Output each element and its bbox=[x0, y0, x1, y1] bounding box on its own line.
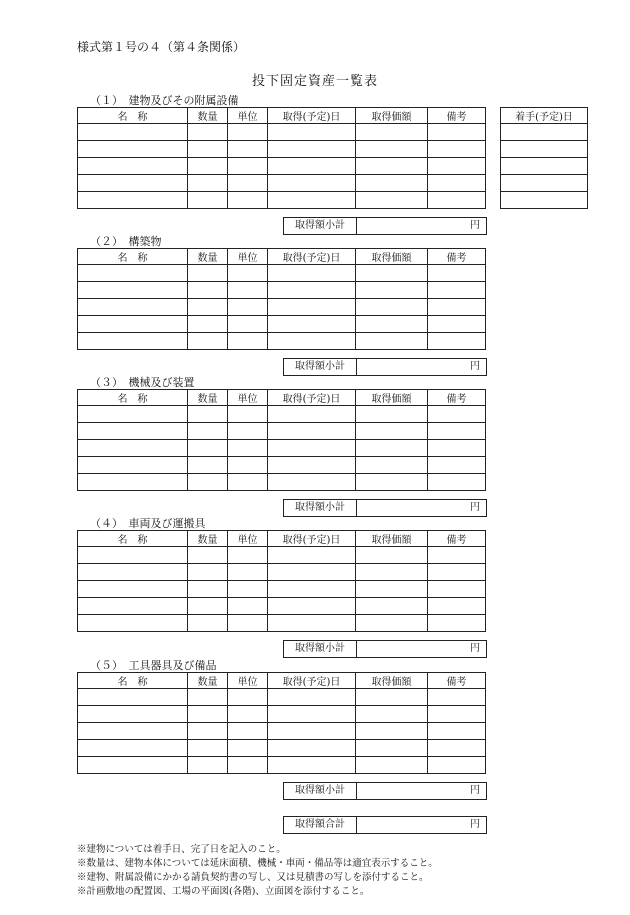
table-cell[interactable] bbox=[268, 265, 356, 282]
table-cell[interactable] bbox=[78, 282, 188, 299]
table-cell[interactable] bbox=[268, 723, 356, 740]
table-cell[interactable] bbox=[501, 141, 588, 158]
table-cell[interactable] bbox=[188, 124, 228, 141]
table-cell[interactable] bbox=[356, 192, 428, 209]
column-header: 取得(予定)日 bbox=[268, 390, 356, 406]
table-cell[interactable] bbox=[188, 740, 228, 757]
subtotal-label: 取得額小計 bbox=[284, 500, 357, 516]
table-cell[interactable] bbox=[356, 564, 428, 581]
section-title: （４） 車両及び運搬具 bbox=[90, 517, 206, 530]
subtotal-label: 取得額小計 bbox=[284, 641, 357, 657]
table-cell[interactable] bbox=[428, 316, 486, 333]
table-cell[interactable] bbox=[268, 175, 356, 192]
subtotal-currency: 円 bbox=[470, 785, 480, 796]
table-cell[interactable] bbox=[356, 175, 428, 192]
table-cell[interactable] bbox=[188, 547, 228, 564]
table-cell[interactable] bbox=[428, 581, 486, 598]
table-cell[interactable] bbox=[78, 124, 188, 141]
note-item: ※建物、附属設備にかかる請負契約書の写し、又は見積書の写しを添付すること。 bbox=[77, 872, 429, 883]
table-cell[interactable] bbox=[268, 282, 356, 299]
column-header: 数量 bbox=[188, 531, 228, 547]
table-row bbox=[78, 564, 486, 581]
table-cell[interactable] bbox=[78, 474, 188, 491]
table-cell[interactable] bbox=[428, 440, 486, 457]
table-cell[interactable] bbox=[188, 192, 228, 209]
table-cell[interactable] bbox=[501, 124, 588, 141]
column-header: 名 称 bbox=[78, 249, 188, 265]
table-cell[interactable] bbox=[228, 158, 268, 175]
table-cell[interactable] bbox=[428, 192, 486, 209]
table-row bbox=[78, 689, 486, 706]
table-cell[interactable] bbox=[78, 299, 188, 316]
column-header: 単位 bbox=[228, 390, 268, 406]
table-cell[interactable] bbox=[428, 457, 486, 474]
table-cell[interactable] bbox=[356, 406, 428, 423]
table-cell[interactable] bbox=[188, 598, 228, 615]
note-item: ※計画敷地の配置図、工場の平面図(各階)、立面図を添付すること。 bbox=[77, 886, 370, 897]
subtotal-currency: 円 bbox=[470, 220, 480, 231]
table-cell[interactable] bbox=[268, 689, 356, 706]
note-item: ※数量は、建物本体については延床面積、機械・車両・備品等は適宜表示すること。 bbox=[77, 858, 438, 869]
table-cell[interactable] bbox=[428, 706, 486, 723]
form-id: 様式第１号の４（第４条関係） bbox=[77, 40, 246, 54]
section-title: （１） 建物及びその附属設備 bbox=[90, 94, 239, 107]
subtotal-currency: 円 bbox=[470, 502, 480, 513]
total-value[interactable] bbox=[357, 817, 486, 833]
column-header: 備考 bbox=[428, 108, 486, 124]
table-cell[interactable] bbox=[78, 581, 188, 598]
table-row bbox=[78, 124, 486, 141]
table-cell[interactable] bbox=[228, 316, 268, 333]
table-cell[interactable] bbox=[428, 175, 486, 192]
table-cell[interactable] bbox=[428, 474, 486, 491]
table-cell[interactable] bbox=[188, 706, 228, 723]
table-cell[interactable] bbox=[228, 265, 268, 282]
table-cell[interactable] bbox=[78, 175, 188, 192]
table-cell[interactable] bbox=[78, 141, 188, 158]
table-cell[interactable] bbox=[78, 598, 188, 615]
table-cell[interactable] bbox=[356, 706, 428, 723]
table-row bbox=[78, 423, 486, 440]
asset-table bbox=[77, 672, 486, 774]
table-cell[interactable] bbox=[228, 406, 268, 423]
table-cell[interactable] bbox=[228, 299, 268, 316]
table-cell[interactable] bbox=[188, 457, 228, 474]
column-header: 備考 bbox=[428, 390, 486, 406]
table-cell[interactable] bbox=[78, 406, 188, 423]
table-cell[interactable] bbox=[78, 615, 188, 632]
table-cell[interactable] bbox=[228, 689, 268, 706]
table-cell[interactable] bbox=[268, 124, 356, 141]
table-cell[interactable] bbox=[428, 564, 486, 581]
table-cell[interactable] bbox=[228, 474, 268, 491]
table-cell[interactable] bbox=[78, 689, 188, 706]
subtotal-row bbox=[283, 499, 487, 517]
total-currency: 円 bbox=[470, 819, 480, 830]
table-cell[interactable] bbox=[356, 141, 428, 158]
subtotal-row bbox=[283, 217, 487, 235]
table-cell[interactable] bbox=[428, 141, 486, 158]
column-header: 名 称 bbox=[78, 108, 188, 124]
table-cell[interactable] bbox=[228, 564, 268, 581]
table-row bbox=[78, 615, 486, 632]
table-header-row bbox=[501, 108, 588, 124]
table-cell[interactable] bbox=[268, 299, 356, 316]
table-row bbox=[78, 141, 486, 158]
table-cell[interactable] bbox=[268, 158, 356, 175]
table-row bbox=[78, 457, 486, 474]
table-cell[interactable] bbox=[228, 598, 268, 615]
column-header: 着手(予定)日 bbox=[501, 108, 588, 124]
table-cell[interactable] bbox=[228, 141, 268, 158]
table-header-row bbox=[78, 249, 486, 265]
table-cell[interactable] bbox=[188, 265, 228, 282]
column-header: 単位 bbox=[228, 531, 268, 547]
table-cell[interactable] bbox=[428, 598, 486, 615]
subtotal-label: 取得額小計 bbox=[284, 359, 357, 375]
table-cell[interactable] bbox=[188, 316, 228, 333]
table-cell[interactable] bbox=[268, 598, 356, 615]
table-row bbox=[501, 158, 588, 175]
asset-table bbox=[77, 248, 486, 350]
total-row bbox=[283, 816, 487, 834]
table-cell[interactable] bbox=[428, 333, 486, 350]
column-header: 数量 bbox=[188, 390, 228, 406]
table-cell[interactable] bbox=[268, 615, 356, 632]
subtotal-value[interactable] bbox=[357, 641, 486, 657]
table-cell[interactable] bbox=[428, 689, 486, 706]
table-row bbox=[78, 333, 486, 350]
subtotal-row bbox=[283, 782, 487, 800]
column-header: 数量 bbox=[188, 673, 228, 689]
table-cell[interactable] bbox=[78, 457, 188, 474]
table-cell[interactable] bbox=[356, 124, 428, 141]
column-header: 名 称 bbox=[78, 673, 188, 689]
table-cell[interactable] bbox=[428, 406, 486, 423]
table-cell[interactable] bbox=[356, 598, 428, 615]
table-cell[interactable] bbox=[428, 158, 486, 175]
table-cell[interactable] bbox=[78, 547, 188, 564]
column-header: 備考 bbox=[428, 531, 486, 547]
table-cell[interactable] bbox=[188, 689, 228, 706]
table-cell[interactable] bbox=[268, 440, 356, 457]
table-row bbox=[78, 706, 486, 723]
table-cell[interactable] bbox=[356, 581, 428, 598]
subtotal-currency: 円 bbox=[470, 643, 480, 654]
section-title: （５） 工具器具及び備品 bbox=[90, 659, 217, 672]
table-cell[interactable] bbox=[268, 192, 356, 209]
table-cell[interactable] bbox=[78, 723, 188, 740]
table-row bbox=[78, 581, 486, 598]
table-row bbox=[78, 192, 486, 209]
table-cell[interactable] bbox=[228, 423, 268, 440]
table-cell[interactable] bbox=[78, 158, 188, 175]
table-row bbox=[501, 141, 588, 158]
column-header: 数量 bbox=[188, 249, 228, 265]
table-row bbox=[501, 192, 588, 209]
subtotal-value[interactable] bbox=[357, 218, 486, 234]
column-header: 備考 bbox=[428, 673, 486, 689]
table-cell[interactable] bbox=[188, 175, 228, 192]
table-row bbox=[78, 299, 486, 316]
table-row bbox=[78, 175, 486, 192]
column-header: 取得価額 bbox=[356, 249, 428, 265]
table-row bbox=[78, 757, 486, 774]
table-cell[interactable] bbox=[356, 158, 428, 175]
table-row bbox=[78, 598, 486, 615]
table-header-row bbox=[78, 108, 486, 124]
table-row bbox=[501, 175, 588, 192]
asset-table bbox=[77, 389, 486, 491]
column-header: 単位 bbox=[228, 108, 268, 124]
table-cell[interactable] bbox=[428, 265, 486, 282]
table-cell[interactable] bbox=[356, 440, 428, 457]
table-cell[interactable] bbox=[428, 124, 486, 141]
table-cell[interactable] bbox=[356, 282, 428, 299]
subtotal-value[interactable] bbox=[357, 783, 486, 799]
table-cell[interactable] bbox=[356, 333, 428, 350]
table-cell[interactable] bbox=[268, 564, 356, 581]
document-title: 投下固定資産一覧表 bbox=[251, 74, 378, 89]
table-row bbox=[78, 474, 486, 491]
column-header: 名 称 bbox=[78, 531, 188, 547]
table-cell[interactable] bbox=[188, 757, 228, 774]
table-cell[interactable] bbox=[188, 474, 228, 491]
table-cell[interactable] bbox=[428, 740, 486, 757]
table-row bbox=[78, 316, 486, 333]
start-date-table bbox=[500, 107, 588, 209]
table-cell[interactable] bbox=[268, 547, 356, 564]
table-cell[interactable] bbox=[188, 141, 228, 158]
table-cell[interactable] bbox=[228, 723, 268, 740]
table-cell[interactable] bbox=[228, 457, 268, 474]
column-header: 取得価額 bbox=[356, 390, 428, 406]
table-cell[interactable] bbox=[188, 299, 228, 316]
table-cell[interactable] bbox=[78, 333, 188, 350]
asset-table bbox=[77, 107, 486, 209]
table-cell[interactable] bbox=[78, 423, 188, 440]
column-header: 単位 bbox=[228, 673, 268, 689]
table-cell[interactable] bbox=[228, 706, 268, 723]
notes bbox=[77, 843, 438, 899]
subtotal-label: 取得額小計 bbox=[284, 783, 357, 799]
table-header-row bbox=[78, 531, 486, 547]
table-cell[interactable] bbox=[188, 333, 228, 350]
table-cell[interactable] bbox=[188, 282, 228, 299]
table-cell[interactable] bbox=[228, 615, 268, 632]
table-cell[interactable] bbox=[188, 581, 228, 598]
table-cell[interactable] bbox=[78, 316, 188, 333]
table-cell[interactable] bbox=[428, 723, 486, 740]
table-cell[interactable] bbox=[228, 740, 268, 757]
table-cell[interactable] bbox=[356, 299, 428, 316]
section-title: （２） 構築物 bbox=[90, 235, 162, 248]
table-cell[interactable] bbox=[188, 440, 228, 457]
table-cell[interactable] bbox=[78, 706, 188, 723]
table-cell[interactable] bbox=[356, 316, 428, 333]
asset-table bbox=[77, 530, 486, 632]
table-cell[interactable] bbox=[356, 615, 428, 632]
table-header-row bbox=[78, 390, 486, 406]
subtotal-currency: 円 bbox=[470, 361, 480, 372]
subtotal-value[interactable] bbox=[357, 500, 486, 516]
table-row bbox=[78, 158, 486, 175]
table-cell[interactable] bbox=[78, 564, 188, 581]
table-row bbox=[78, 740, 486, 757]
table-cell[interactable] bbox=[188, 564, 228, 581]
column-header: 取得(予定)日 bbox=[268, 531, 356, 547]
column-header: 取得(予定)日 bbox=[268, 108, 356, 124]
table-cell[interactable] bbox=[356, 474, 428, 491]
table-cell[interactable] bbox=[268, 581, 356, 598]
table-cell[interactable] bbox=[428, 547, 486, 564]
table-cell[interactable] bbox=[428, 615, 486, 632]
table-row bbox=[501, 124, 588, 141]
section-title: （３） 機械及び装置 bbox=[90, 376, 195, 389]
table-cell[interactable] bbox=[428, 282, 486, 299]
table-cell[interactable] bbox=[188, 723, 228, 740]
table-cell[interactable] bbox=[501, 175, 588, 192]
table-cell[interactable] bbox=[228, 547, 268, 564]
table-cell[interactable] bbox=[188, 406, 228, 423]
column-header: 取得(予定)日 bbox=[268, 249, 356, 265]
table-cell[interactable] bbox=[428, 757, 486, 774]
note-item: ※建物については着手日、完了日を記入のこと。 bbox=[77, 844, 286, 855]
table-cell[interactable] bbox=[228, 581, 268, 598]
table-row bbox=[78, 723, 486, 740]
table-cell[interactable] bbox=[78, 192, 188, 209]
table-row bbox=[78, 440, 486, 457]
table-cell[interactable] bbox=[356, 757, 428, 774]
table-cell[interactable] bbox=[268, 474, 356, 491]
total-label: 取得額合計 bbox=[284, 817, 357, 833]
subtotal-row bbox=[283, 640, 487, 658]
table-row bbox=[78, 406, 486, 423]
table-cell[interactable] bbox=[428, 299, 486, 316]
table-cell[interactable] bbox=[356, 457, 428, 474]
table-cell[interactable] bbox=[228, 175, 268, 192]
table-cell[interactable] bbox=[356, 423, 428, 440]
table-row bbox=[78, 265, 486, 282]
subtotal-value[interactable] bbox=[357, 359, 486, 375]
column-header: 備考 bbox=[428, 249, 486, 265]
subtotal-row bbox=[283, 358, 487, 376]
table-cell[interactable] bbox=[356, 723, 428, 740]
table-cell[interactable] bbox=[428, 423, 486, 440]
table-cell[interactable] bbox=[356, 689, 428, 706]
table-cell[interactable] bbox=[268, 333, 356, 350]
table-cell[interactable] bbox=[268, 423, 356, 440]
table-cell[interactable] bbox=[228, 333, 268, 350]
table-cell[interactable] bbox=[356, 265, 428, 282]
table-cell[interactable] bbox=[501, 192, 588, 209]
column-header: 取得価額 bbox=[356, 108, 428, 124]
column-header: 取得価額 bbox=[356, 673, 428, 689]
table-cell[interactable] bbox=[228, 282, 268, 299]
table-cell[interactable] bbox=[268, 757, 356, 774]
table-cell[interactable] bbox=[78, 265, 188, 282]
table-cell[interactable] bbox=[228, 440, 268, 457]
table-cell[interactable] bbox=[78, 440, 188, 457]
table-row bbox=[78, 547, 486, 564]
table-row bbox=[78, 282, 486, 299]
table-cell[interactable] bbox=[268, 141, 356, 158]
table-cell[interactable] bbox=[268, 316, 356, 333]
table-cell[interactable] bbox=[188, 158, 228, 175]
table-header-row bbox=[78, 673, 486, 689]
subtotal-label: 取得額小計 bbox=[284, 218, 357, 234]
table-cell[interactable] bbox=[356, 740, 428, 757]
table-cell[interactable] bbox=[78, 757, 188, 774]
table-cell[interactable] bbox=[268, 740, 356, 757]
table-cell[interactable] bbox=[188, 423, 228, 440]
table-cell[interactable] bbox=[188, 615, 228, 632]
column-header: 取得(予定)日 bbox=[268, 673, 356, 689]
table-cell[interactable] bbox=[228, 757, 268, 774]
table-cell[interactable] bbox=[356, 547, 428, 564]
table-cell[interactable] bbox=[228, 192, 268, 209]
table-cell[interactable] bbox=[268, 406, 356, 423]
table-cell[interactable] bbox=[268, 706, 356, 723]
column-header: 取得価額 bbox=[356, 531, 428, 547]
column-header: 単位 bbox=[228, 249, 268, 265]
table-cell[interactable] bbox=[78, 740, 188, 757]
column-header: 数量 bbox=[188, 108, 228, 124]
table-cell[interactable] bbox=[268, 457, 356, 474]
table-cell[interactable] bbox=[501, 158, 588, 175]
table-cell[interactable] bbox=[228, 124, 268, 141]
column-header: 名 称 bbox=[78, 390, 188, 406]
